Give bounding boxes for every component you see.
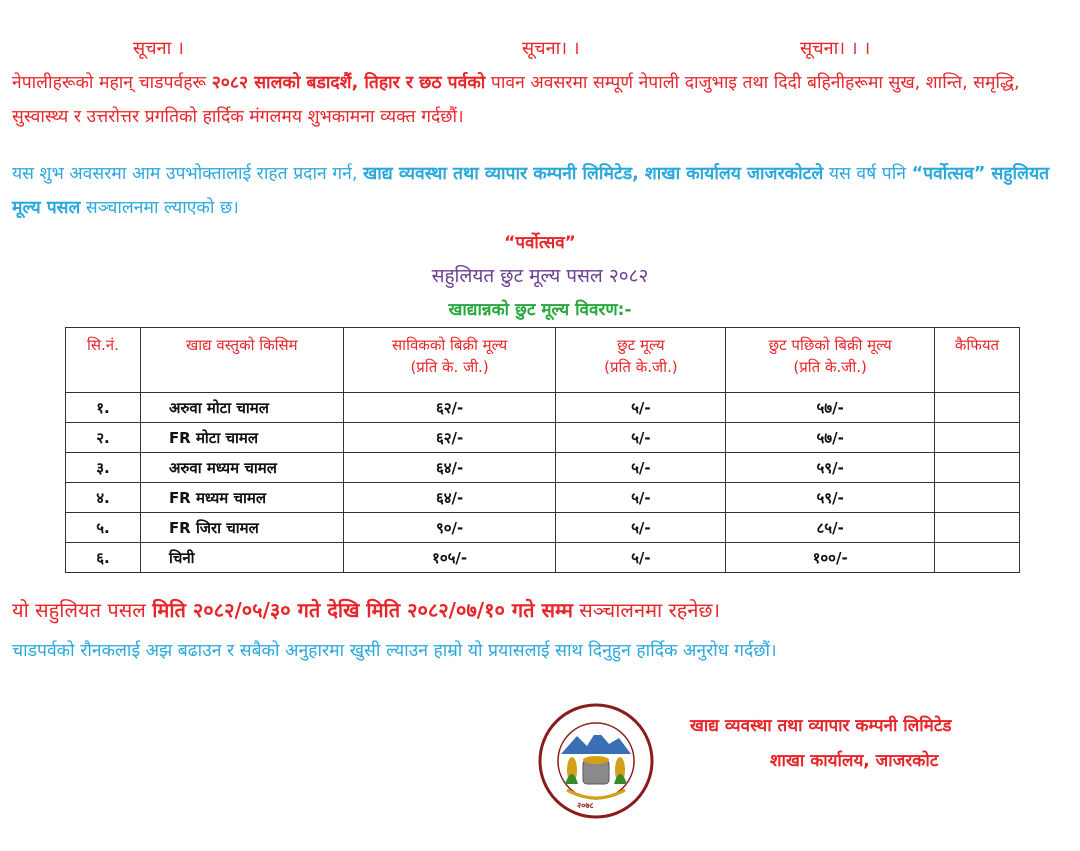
cell-serial: १. [66, 393, 141, 423]
notice-heading-3: सूचना। । । [800, 38, 871, 59]
cell-discount: ५/- [556, 393, 726, 423]
cell-discount: ५/- [556, 483, 726, 513]
price-table [65, 327, 1020, 573]
cell-old-price: १०५/- [343, 543, 556, 573]
cell-item: चिनी [140, 543, 343, 573]
cell-remark [935, 543, 1020, 573]
cell-old-price: ९०/- [343, 513, 556, 543]
table-row [66, 543, 1020, 573]
cell-discount: ५/- [556, 513, 726, 543]
header-old-price: साविकको बिक्री मूल्य (प्रति के. जी.) [343, 328, 556, 393]
header-item: खाद्य वस्तुको किसिम [140, 328, 343, 393]
cell-serial: ५. [66, 513, 141, 543]
notice-heading-2: सूचना। । [522, 38, 580, 59]
cell-remark [935, 393, 1020, 423]
table-header-row [66, 328, 1020, 393]
cell-remark [935, 453, 1020, 483]
cell-new-price: ५९/- [726, 483, 935, 513]
table-row [66, 513, 1020, 543]
logo-year: २०७८ [577, 801, 594, 810]
cell-remark [935, 423, 1020, 453]
table-row [66, 483, 1020, 513]
header-new-price: छुट पछिको बिक्री मूल्य (प्रति के.जी.) [726, 328, 935, 393]
cell-new-price: ५७/- [726, 423, 935, 453]
table-row [66, 453, 1020, 483]
notice-heading-1: सूचना । [133, 38, 184, 59]
cell-discount: ५/- [556, 543, 726, 573]
header-remarks: कैफियत [935, 328, 1020, 393]
table-row [66, 423, 1020, 453]
cell-item: अरुवा मध्यम चामल [140, 453, 343, 483]
company-seal-logo-icon [537, 702, 655, 820]
cell-new-price: ८५/- [726, 513, 935, 543]
festival-title: “पर्वोत्सव” [504, 233, 576, 253]
cell-old-price: ६२/- [343, 393, 556, 423]
cell-new-price: १००/- [726, 543, 935, 573]
cell-serial: २. [66, 423, 141, 453]
cell-serial: ३. [66, 453, 141, 483]
table-title: खाद्यान्नको छुट मूल्य विवरण:- [448, 300, 632, 320]
cell-remark [935, 483, 1020, 513]
header-discount: छुट मूल्य (प्रति के.जी.) [556, 328, 726, 393]
cell-item: अरुवा मोटा चामल [140, 393, 343, 423]
header-serial: सि.नं. [66, 328, 141, 393]
request-line: चाडपर्वको रौनकलाई अझ बढाउन र सबैको अनुहारमा खुसी ल्याउन हाम्रो यो प्रयासलाई साथ दिनुहुन हार्दिक अनुरोध गर्दछौं। [12, 641, 777, 661]
shop-title: सहुलियत छुट मूल्य पसल २०८२ [431, 265, 649, 287]
cell-old-price: ६४/- [343, 483, 556, 513]
validity-line: यो सहुलियत पसल मिति २०८२/०५/३० गते देखि मिति २०८२/०७/१० गते सम्म सञ्चालनमा रहनेछ। [12, 598, 721, 622]
cell-new-price: ५७/- [726, 393, 935, 423]
cell-item: FR जिरा चामल [140, 513, 343, 543]
cell-serial: ४. [66, 483, 141, 513]
cell-serial: ६. [66, 543, 141, 573]
cell-item: FR मोटा चामल [140, 423, 343, 453]
cell-discount: ५/- [556, 423, 726, 453]
signature-office: शाखा कार्यालय, जाजरकोट [770, 751, 939, 771]
cell-remark [935, 513, 1020, 543]
cell-old-price: ६२/- [343, 423, 556, 453]
cell-discount: ५/- [556, 453, 726, 483]
cell-new-price: ५९/- [726, 453, 935, 483]
cell-item: FR मध्यम चामल [140, 483, 343, 513]
greeting-paragraph: नेपालीहरूको महान् चाडपर्वहरू २०८२ सालको बडादशैं, तिहार र छठ पर्वको पावन अवसरमा सम्पूर्ण नेपाली दाजुभाइ तथा दिदी बहिनीहरूमा सुख, शान्ति, समृद्धि, सुस्वास्थ्य र उत्तरोत्तर प्रगतिको हार्दिक मंगलमय शुभकामना व्यक्त गर्दछौं। [12, 73, 1020, 127]
cell-old-price: ६४/- [343, 453, 556, 483]
announcement-paragraph: यस शुभ अवसरमा आम उपभोक्तालाई राहत प्रदान गर्न, खाद्य व्यवस्था तथा व्यापार कम्पनी लिमिटेड, शाखा कार्यालय जाजरकोटले यस वर्ष पनि “पर्वोत्सव” सहुलियत मूल्य पसल सञ्चालनमा ल्याएको छ। [12, 164, 1050, 218]
table-row [66, 393, 1020, 423]
signature-company: खाद्य व्यवस्था तथा व्यापार कम्पनी लिमिटेड [690, 716, 952, 736]
